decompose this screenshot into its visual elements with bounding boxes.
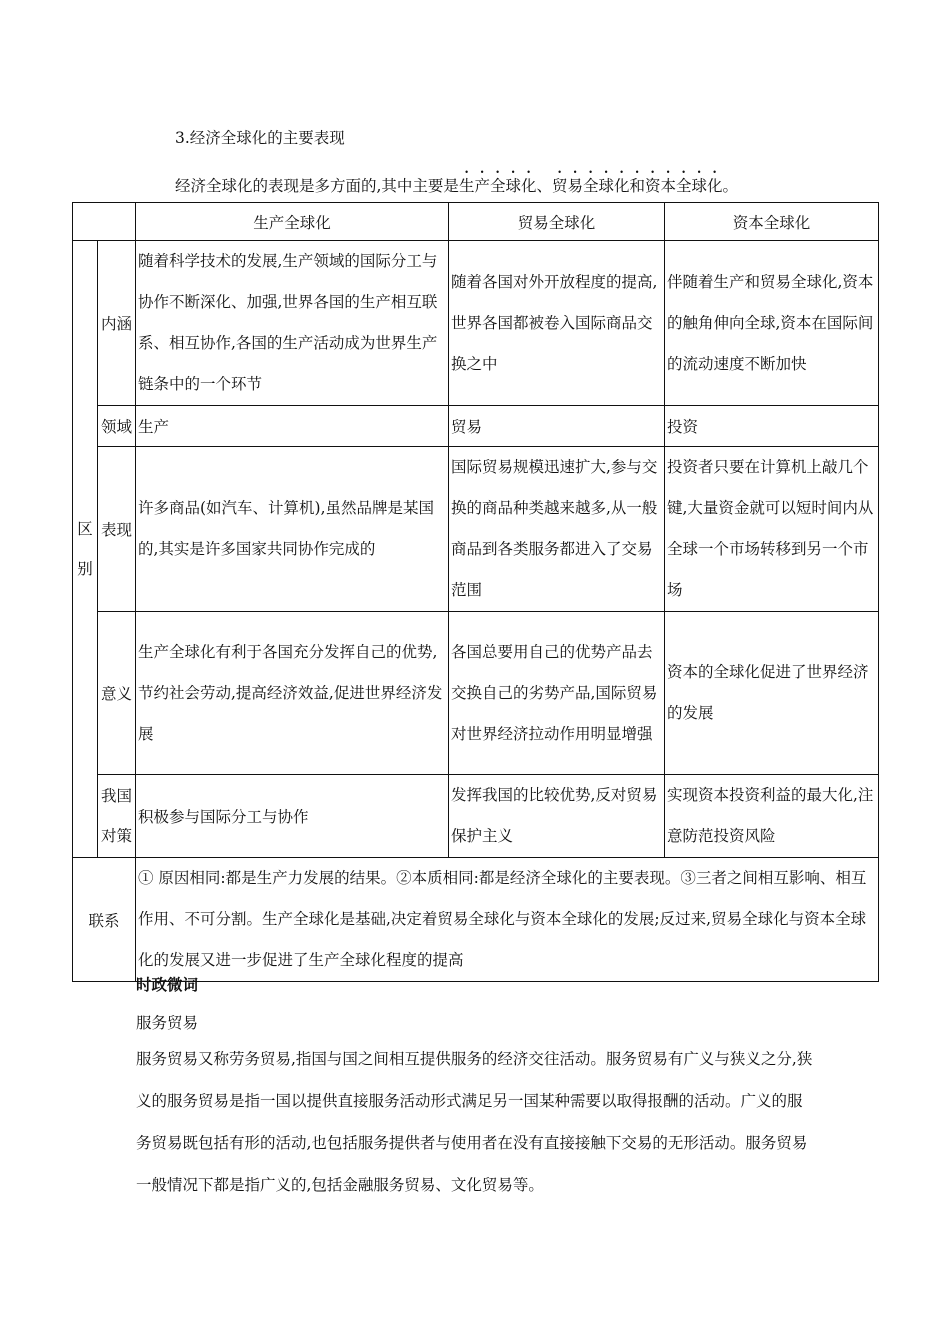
table-cell: 实现资本投资利益的最大化,注意防范投资风险 <box>665 775 879 858</box>
table-cell: 许多商品(如汽车、计算机),虽然品牌是某国的,其实是许多国家共同协作完成的 <box>136 447 449 612</box>
header-capital: 资本全球化 <box>665 203 879 241</box>
table-row <box>73 406 879 447</box>
row-label-manifestation: 表现 <box>98 447 136 612</box>
table-header-row <box>73 203 879 241</box>
table-cell: 随着各国对外开放程度的提高,世界各国都被卷入国际商品交换之中 <box>449 241 665 406</box>
table-row <box>73 447 879 612</box>
table-cell: 随着科学技术的发展,生产领域的国际分工与协作不断深化、加强,世界各国的生产相互联系、相互协作,各国的生产活动成为世界生产链条中的一个环节 <box>136 241 449 406</box>
table-cell: 资本的全球化促进了世界经济的发展 <box>665 612 879 775</box>
intro-suffix: 。 <box>722 177 738 195</box>
table-row <box>73 775 879 858</box>
header-trade: 贸易全球化 <box>449 203 665 241</box>
table-cell: 生产全球化有利于各国充分发挥自己的优势,节约社会劳动,提高经济效益,促进世界经济发展 <box>136 612 449 775</box>
term-title: 服务贸易 <box>136 1014 199 1032</box>
row-label-connotation: 内涵 <box>98 241 136 406</box>
table-cell: 贸易 <box>449 406 665 447</box>
header-production: 生产全球化 <box>136 203 449 241</box>
intro-emphasis-production: 生产全球化 <box>458 177 537 195</box>
table-row <box>73 612 879 775</box>
section-heading: 3.经济全球化的主要表现 <box>175 129 345 147</box>
table-cell: 各国总要用自己的优势产品去交换自己的劣势产品,国际贸易对世界经济拉动作用明显增强 <box>449 612 665 775</box>
table-cell: 发挥我国的比较优势,反对贸易保护主义 <box>449 775 665 858</box>
row-label-connection: 联系 <box>73 858 136 982</box>
table-cell: 积极参与国际分工与协作 <box>136 775 449 858</box>
intro-paragraph <box>175 168 738 196</box>
table-cell: 国际贸易规模迅速扩大,参与交换的商品种类越来越多,从一般商品到各类服务都进入了交易范围 <box>449 447 665 612</box>
header-corner <box>73 203 136 241</box>
table-row <box>73 241 879 406</box>
connection-cell: ① 原因相同:都是生产力发展的结果。②本质相同:都是经济全球化的主要表现。③三者之间相互影响、相互作用、不可分割。生产全球化是基础,决定着贸易全球化与资本全球化的发展;反过来,贸易全球化与资本全球化的发展又进一步促进了生产全球化程度的提高 <box>136 858 879 982</box>
intro-emphasis-trade-capital: 贸易全球化和资本全球化 <box>551 177 723 195</box>
group-label-difference: 区别 <box>73 241 98 858</box>
table-cell: 投资 <box>665 406 879 447</box>
definition-paragraph: 服务贸易又称劳务贸易,指国与国之间相互提供服务的经济交往活动。服务贸易有广义与狭义之分,狭义的服务贸易是指一国以提供直接服务活动形式满足另一国某种需要以取得报酬的活动。广义的服务贸易既包括有形的活动,也包括服务提供者与使用者在没有直接接触下交易的无形活动。服务贸易一般情况下都是指广义的,包括金融服务贸易、文化贸易等。 <box>136 1050 813 1194</box>
table-cell: 生产 <box>136 406 449 447</box>
section-title: 时政微词 <box>136 975 199 994</box>
table-cell: 投资者只要在计算机上敲几个键,大量资金就可以短时间内从全球一个市场转移到另一个市场 <box>665 447 879 612</box>
intro-prefix: 经济全球化的表现是多方面的,其中主要是 <box>175 177 459 195</box>
table-cell: 伴随着生产和贸易全球化,资本的触角伸向全球,资本在国际间的流动速度不断加快 <box>665 241 879 406</box>
row-label-significance: 意义 <box>98 612 136 775</box>
table-row <box>73 858 879 982</box>
intro-separator: 、 <box>536 177 552 195</box>
comparison-table <box>72 202 879 982</box>
row-label-field: 领域 <box>98 406 136 447</box>
row-label-countermeasure: 我国对策 <box>98 775 136 858</box>
